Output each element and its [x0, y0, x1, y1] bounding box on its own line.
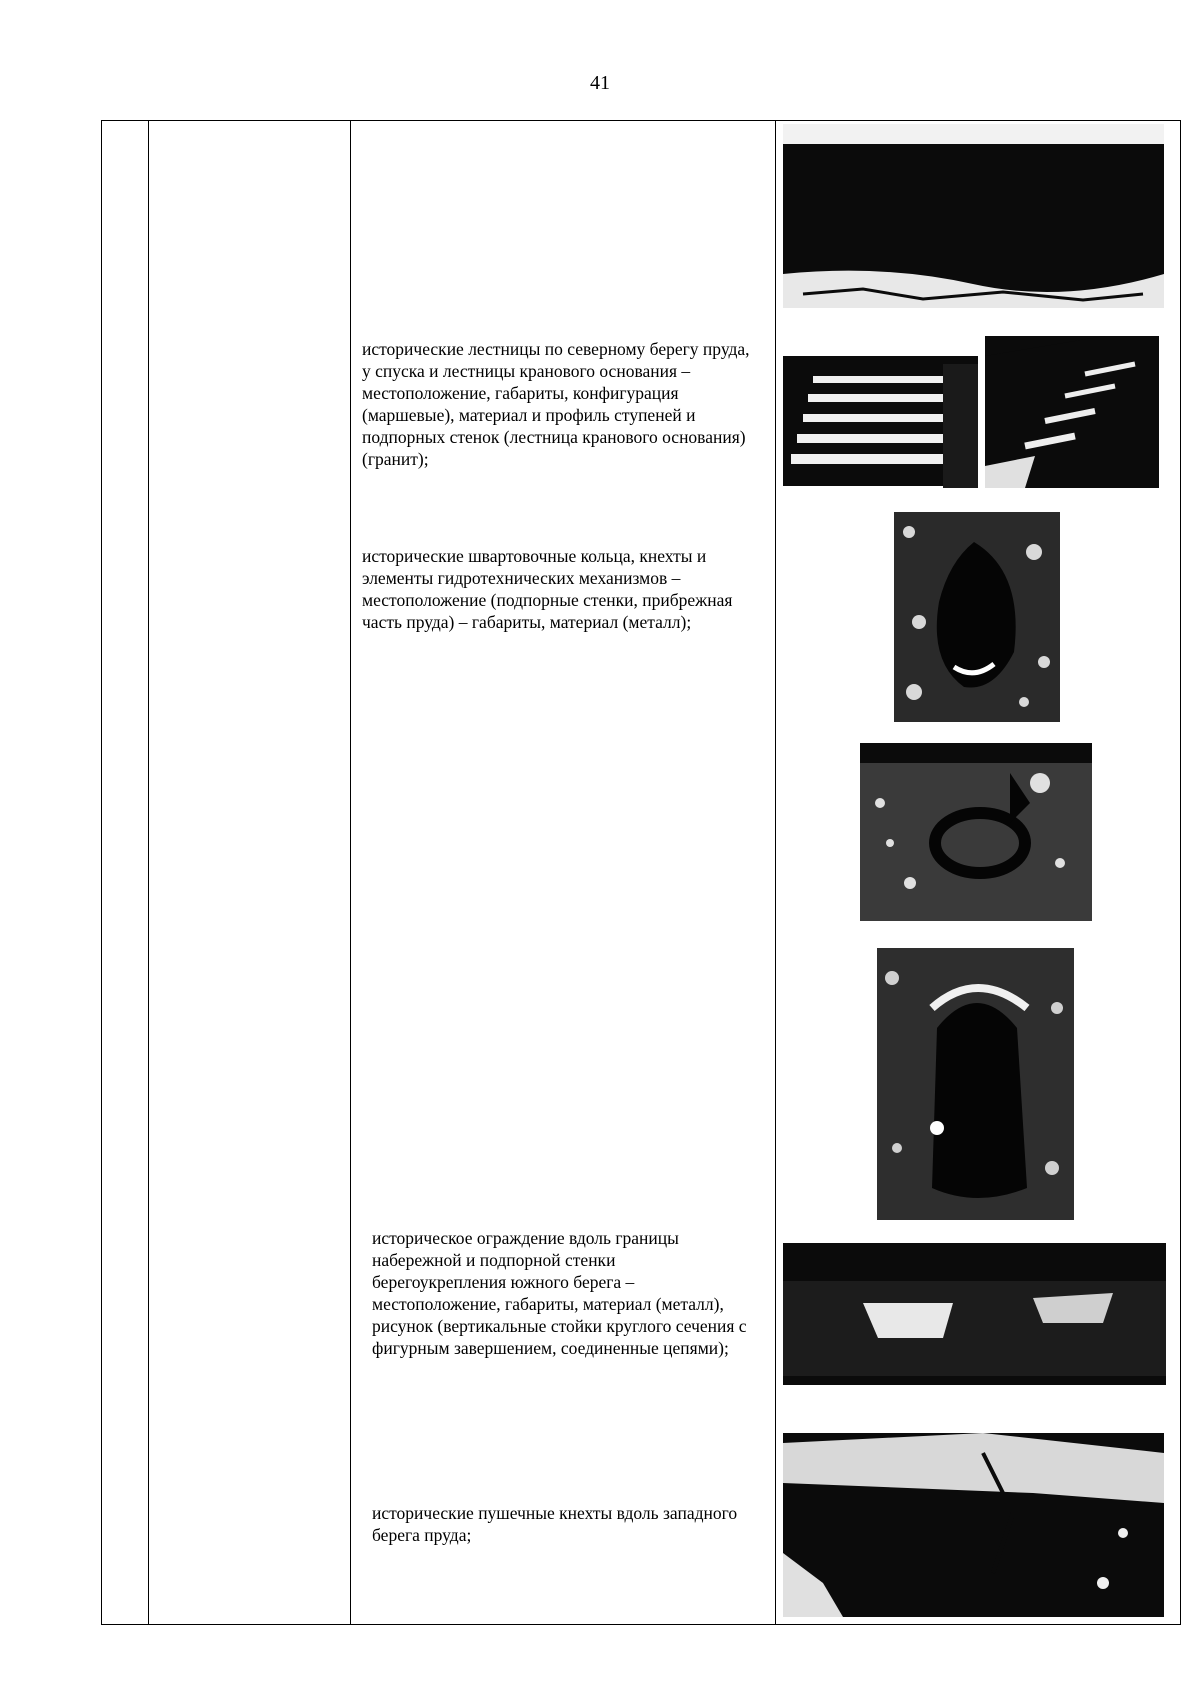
page-number: 41 — [590, 72, 610, 94]
granite-staircase-photo — [783, 336, 978, 488]
stone-staircase-photo — [985, 336, 1159, 488]
description-stairs: исторические лестницы по северному берегу пруда, у спуска и лестницы кранового основания – местоположение, габариты, конфигурация (маршевые), материал и профиль ступеней и подпорных стенок (лестница кранового основания) (гранит); — [362, 339, 750, 469]
mooring-ring-photo — [860, 743, 1092, 921]
description-fence: историческое ограждение вдоль границы набережной и подпорной стенки берегоукрепления южного берега – местоположение, габариты, материал (металл), рисунок (вертикальные стойки круглого сечения с фигурным завершением, соединенные цепями); — [372, 1228, 747, 1358]
column-divider-3 — [775, 121, 776, 1624]
description-cannon: исторические пушечные кнехты вдоль западного берега пруда; — [372, 1503, 738, 1545]
water-pond-photo — [783, 124, 1164, 308]
description-mooring: исторические швартовочные кольца, кнехты и элементы гидротехнических механизмов – местоположение (подпорные стенки, прибрежная часть пруда) – габариты, материал (металл); — [362, 546, 733, 632]
mooring-bollard-photo — [894, 512, 1060, 722]
cannon-bollard-photo — [783, 1433, 1164, 1617]
column-divider-1 — [148, 121, 149, 1624]
embankment-fence-photo — [783, 1243, 1166, 1385]
bollard-with-ring-photo — [877, 948, 1074, 1220]
column-divider-2 — [350, 121, 351, 1624]
